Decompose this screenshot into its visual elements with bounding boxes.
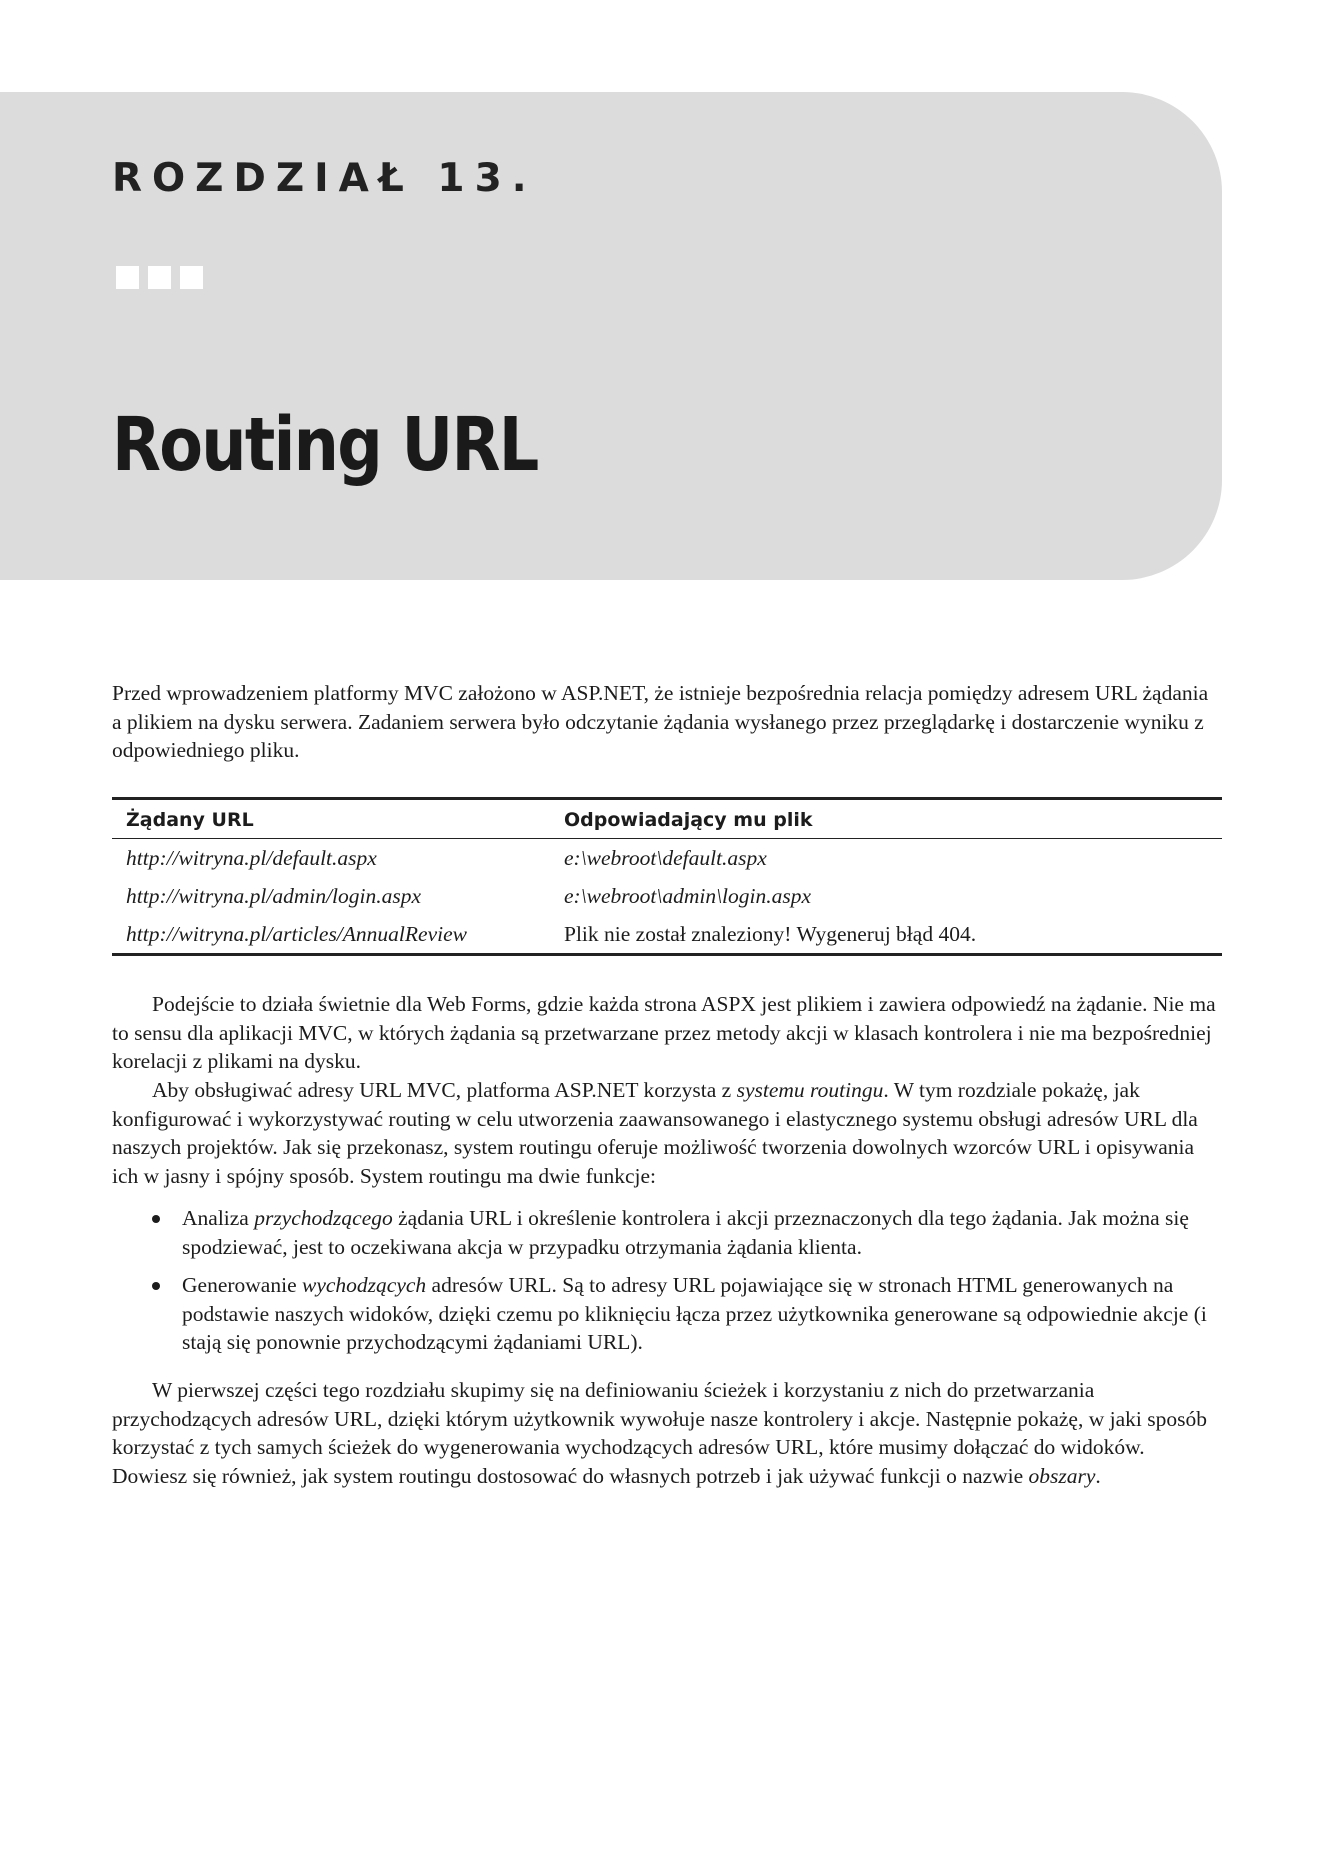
list-item-text: adresów URL. Są to adresy URL pojawiające się w stronach HTML generowanych na podstawie naszych widoków, dzięki czemu po kliknięciu łącza przez użytkownika generowane są odpowiednie akcje (i stają się ponownie przychodzącymi żądaniami URL). xyxy=(182,1273,1207,1355)
bullet-icon xyxy=(152,1282,160,1290)
table-cell-file: Plik nie został znaleziony! Wygeneruj błąd 404. xyxy=(564,922,977,946)
paragraph-text: W pierwszej części tego rozdziału skupimy się na definiowaniu ścieżek i korzystaniu z nich do przetwarzania przychodzących adresów URL, dzięki którym użytkownik wywołuje nasze kontrolery i akcje. Następnie pokażę, w jaki sposób korzystać z tych samych ścieżek do wygenerowania wychodzących adresów URL, które musimy dołączać do widoków. Dowiesz się również, jak system routingu dostosować do własnych potrzeb i jak używać funkcji o nazwie xyxy=(112,1378,1207,1488)
square-icon xyxy=(116,266,139,289)
table-cell-url: http://witryna.pl/admin/login.aspx xyxy=(126,884,422,908)
emphasis-text: obszary xyxy=(1028,1463,1096,1488)
emphasis-text: przychodzącego xyxy=(254,1206,393,1230)
list-item-text: Generowanie xyxy=(182,1273,302,1298)
list-item xyxy=(112,1204,1222,1261)
paragraph-text: Aby obsługiwać adresy URL MVC, platforma ASP.NET korzysta z xyxy=(152,1078,737,1102)
paragraph-text: . W tym rozdziale pokażę, jak konfigurować i wykorzystywać routing w celu utworzenia zaawansowanego i elastycznego systemu obsługi adresów URL dla naszych projektów. Jak się przekonasz, system routingu oferuje możliwość tworzenia dowolnych wzorców URL i opisywania ich w jasny i spójny sposób. System routingu ma dwie funkcje: xyxy=(112,1078,1198,1188)
square-icon xyxy=(148,266,171,289)
emphasis-text: systemu routingu xyxy=(736,1078,884,1102)
table-header-row xyxy=(112,799,1222,839)
table-cell-url: http://witryna.pl/articles/AnnualReview xyxy=(126,922,467,946)
table-cell-file: e:\webroot\admin\login.aspx xyxy=(564,884,812,908)
list-item-text: Analiza xyxy=(182,1206,255,1230)
list-item xyxy=(112,1271,1222,1357)
chapter-title: Routing URL xyxy=(112,402,538,488)
table-row xyxy=(112,915,1222,955)
column-header-requested-url: Żądany URL xyxy=(126,809,254,831)
paragraph-text: . xyxy=(1095,1463,1101,1488)
column-header-file: Odpowiadający mu plik xyxy=(564,809,813,831)
url-mapping-table xyxy=(112,797,1222,956)
emphasis-text: wychodzących xyxy=(301,1273,427,1298)
table-cell-file: e:\webroot\default.aspx xyxy=(564,846,767,870)
chapter-label: ROZDZIAŁ 13. xyxy=(112,156,537,201)
function-list xyxy=(112,1204,1222,1367)
table-row xyxy=(112,877,1222,915)
body-paragraph-1: Podejście to działa świetnie dla Web Forms, gdzie każda strona ASPX jest plikiem i zawiera odpowiedź na żądanie. Nie ma to sensu dla aplikacji MVC, w których żądania są przetwarzane przez metody akcji w klasach kontrolera i nie ma bezpośredniej korelacji z plikami na dysku. xyxy=(112,992,1216,1074)
intro-paragraph: Przed wprowadzeniem platformy MVC założono w ASP.NET, że istnieje bezpośrednia relacja pomiędzy adresem URL żądania a plikiem na dysku serwera. Zadaniem serwera było odczytanie żądania wysłanego przez przeglądarkę i dostarczenie wyniku z odpowiedniego pliku. xyxy=(112,681,1209,763)
square-icon xyxy=(180,266,203,289)
body-paragraph-2 xyxy=(112,1076,1222,1190)
table-cell-url: http://witryna.pl/default.aspx xyxy=(126,846,377,870)
decorative-squares xyxy=(116,266,203,289)
body-paragraph-3 xyxy=(112,1376,1222,1490)
table-row xyxy=(112,839,1222,878)
list-item-text: żądania URL i określenie kontrolera i akcji przeznaczonych dla tego żądania. Jak można się spodziewać, jest to oczekiwana akcja w przypadku otrzymania żądania klienta. xyxy=(182,1206,1189,1259)
bullet-icon xyxy=(152,1215,160,1223)
